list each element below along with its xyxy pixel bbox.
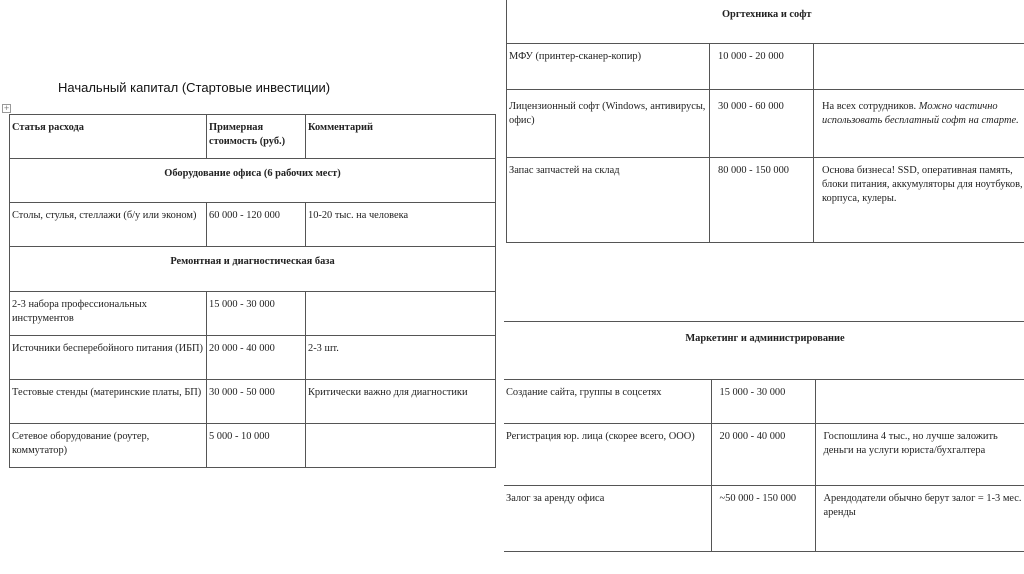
cell-item: Создание сайта, группы в соцсетях xyxy=(504,380,711,424)
cell-comment xyxy=(814,89,1024,157)
table-row xyxy=(507,43,1024,89)
cell-comment: Арендодатели обычно берут залог = 1-3 мес. аренды xyxy=(815,486,1024,552)
section-row xyxy=(10,159,496,203)
section-row xyxy=(507,0,1024,43)
cell-item: Столы, стулья, стеллажи (б/у или эконом) xyxy=(10,203,207,247)
table-header-row xyxy=(10,115,496,159)
table-row xyxy=(504,486,1024,552)
document-title: Начальный капитал (Стартовые инвестиции) xyxy=(58,80,331,95)
marketing-admin-table xyxy=(504,321,1024,552)
cell-cost: 30 000 - 50 000 xyxy=(207,380,306,424)
comment-plain: На всех сотрудников. xyxy=(822,100,917,112)
cell-comment: Госпошлина 4 тыс., но лучше заложить деньги на услуги юриста/бухгалтера xyxy=(815,424,1024,486)
header-cost: Примерная стоимость (руб.) xyxy=(207,115,306,159)
cell-cost: 15 000 - 30 000 xyxy=(207,292,306,336)
cell-cost: 80 000 - 150 000 xyxy=(710,157,814,242)
cell-comment xyxy=(815,380,1024,424)
cell-cost: 60 000 - 120 000 xyxy=(207,203,306,247)
cell-cost: 10 000 - 20 000 xyxy=(710,43,814,89)
cell-item: Тестовые стенды (материнские платы, БП) xyxy=(10,380,207,424)
table-row xyxy=(504,424,1024,486)
header-comment: Комментарий xyxy=(306,115,496,159)
table-move-handle-icon[interactable]: + xyxy=(3,104,10,112)
table-row xyxy=(507,89,1024,157)
cell-comment xyxy=(306,292,496,336)
cell-comment: Критически важно для диагностики xyxy=(306,380,496,424)
cell-cost: 20 000 - 40 000 xyxy=(711,424,815,486)
section-title-office: Оборудование офиса (6 рабочих мест) xyxy=(10,159,496,203)
office-tech-table xyxy=(506,0,1024,243)
table-row xyxy=(10,203,496,247)
table-row xyxy=(10,380,496,424)
cell-comment xyxy=(814,43,1024,89)
table-row xyxy=(504,380,1024,424)
section-title-marketing: Маркетинг и администрирование xyxy=(504,322,1024,380)
cell-item: Сетевое оборудование (роутер, коммутатор) xyxy=(10,424,207,468)
comment-italic: Можно частично использовать бесплатный софт на старте. xyxy=(822,100,1019,126)
table-row xyxy=(507,157,1024,242)
cell-cost: 15 000 - 30 000 xyxy=(711,380,815,424)
cell-item: Запас запчастей на склад xyxy=(507,157,710,242)
cell-item: Лицензионный софт (Windows, антивирусы, офис) xyxy=(507,89,710,157)
cell-comment: 10-20 тыс. на человека xyxy=(306,203,496,247)
header-item: Статья расхода xyxy=(10,115,207,159)
cell-cost: 20 000 - 40 000 xyxy=(207,336,306,380)
section-row xyxy=(10,247,496,292)
section-title-office-tech: Оргтехника и софт xyxy=(507,0,1024,43)
cell-cost: 30 000 - 60 000 xyxy=(710,89,814,157)
cell-cost: ~50 000 - 150 000 xyxy=(711,486,815,552)
section-title-repair: Ремонтная и диагностическая база xyxy=(10,247,496,292)
startup-costs-table xyxy=(9,114,496,468)
table-row xyxy=(10,336,496,380)
table-row xyxy=(10,292,496,336)
cell-comment xyxy=(306,424,496,468)
cell-cost: 5 000 - 10 000 xyxy=(207,424,306,468)
cell-item: Источники бесперебойного питания (ИБП) xyxy=(10,336,207,380)
table-row xyxy=(10,424,496,468)
cell-comment: 2-3 шт. xyxy=(306,336,496,380)
cell-comment: Основа бизнеса! SSD, оперативная память, блоки питания, аккумуляторы для ноутбуков, корпуса, кулеры. xyxy=(814,157,1024,242)
section-row xyxy=(504,322,1024,380)
cell-item: МФУ (принтер-сканер-копир) xyxy=(507,43,710,89)
cell-item: Залог за аренду офиса xyxy=(504,486,711,552)
cell-item: 2-3 набора профессиональных инструментов xyxy=(10,292,207,336)
cell-item: Регистрация юр. лица (скорее всего, ООО) xyxy=(504,424,711,486)
